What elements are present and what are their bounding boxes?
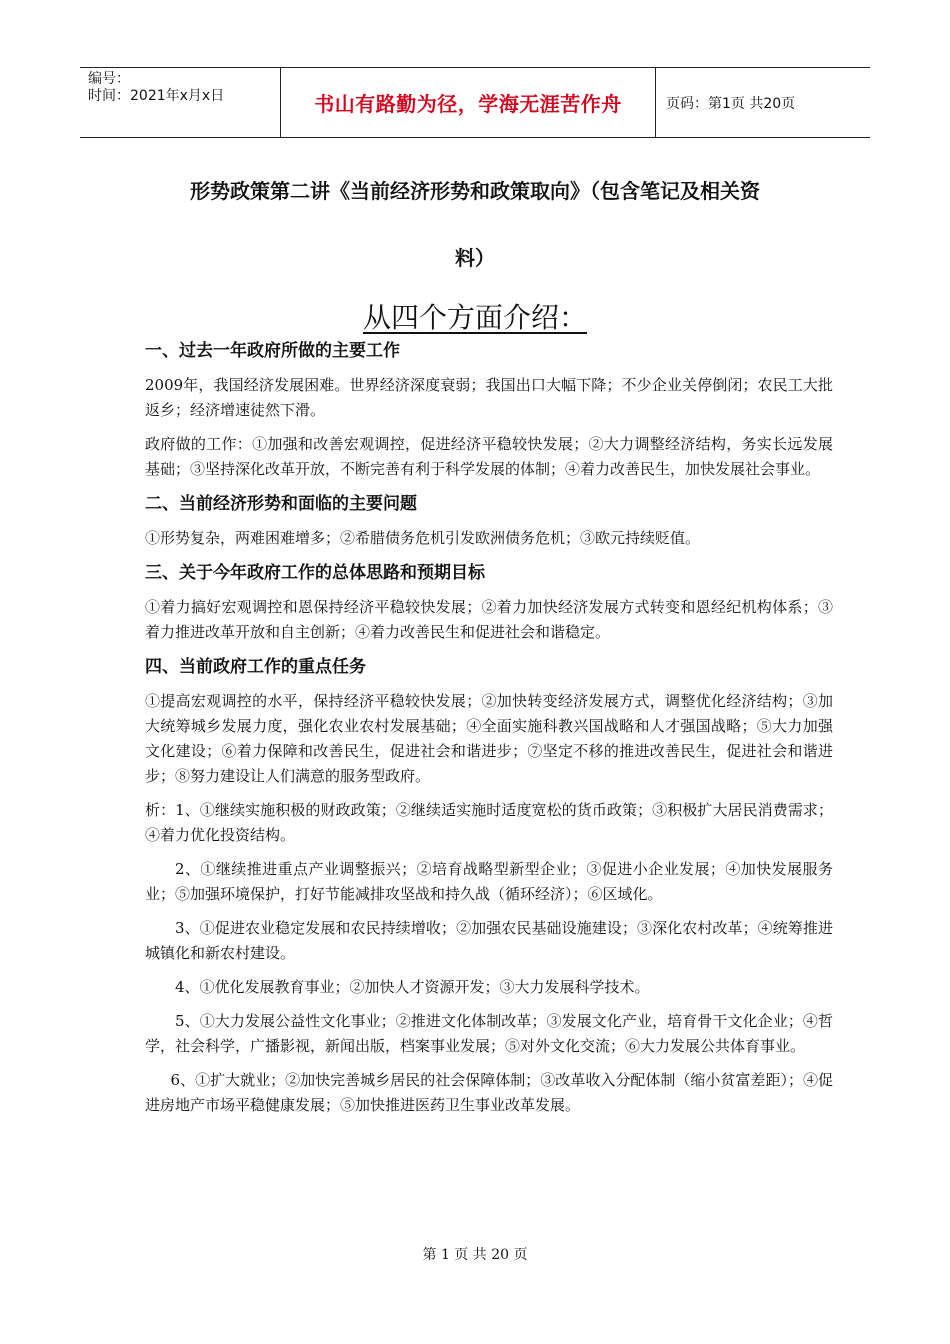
time-label: 时间：2021年x月x日 xyxy=(88,88,225,104)
motto-text: 书山有路勤为径，学海无涯苦作舟 xyxy=(314,92,622,116)
page-info: 页码：第1页 共20页 xyxy=(666,95,796,112)
document-title-line-2: 料） xyxy=(455,246,495,270)
page-footer: 第 1 页 共 20 页 xyxy=(422,1247,528,1263)
section-3-paragraph-1: ①着力搞好宏观调控和恩保持经济平稳较快发展；②着力加快经济发展方式转变和恩经纪机构体系；③着力推进改革开放和自主创新；④着力改善民生和促进社会和谐稳定。 xyxy=(145,598,833,641)
subtitle xyxy=(0,296,950,336)
section-4-analysis-1: 析：1、①继续实施积极的财政政策；②继续适实施时适度宽松的货币政策；③积极扩大居民消费需求；④着力优化投资结构。 xyxy=(145,801,833,844)
header-motto-cell xyxy=(281,68,656,137)
section-heading-4: 四、当前政府工作的重点任务 xyxy=(145,657,366,677)
section-4-analysis-2: 2、①继续推进重点产业调整振兴；②培育战略型新型企业；③促进小企业发展；④加快发展服务业；⑤加强环境保护，打好节能减排攻坚战和持久战（循环经济）；⑥区域化。 xyxy=(145,860,833,903)
number-label: 编号： xyxy=(88,71,130,87)
section-4-analysis-3: 3、①促进农业稳定发展和农民持续增收；②加强农民基础设施建设；③深化农村改革；④统筹推进城镇化和新农村建设。 xyxy=(145,919,833,962)
section-1-paragraph-2: 政府做的工作：①加强和改善宏观调控，促进经济平稳较快发展；②大力调整经济结构，务实长远发展基础；③坚持深化改革开放，不断完善有利于科学发展的体制；④着力改善民生，加快发展社会事业。 xyxy=(145,435,833,478)
section-4-analysis-6: 6、①扩大就业；②加快完善城乡居民的社会保障体制；③改革收入分配体制（缩小贫富差距）；④促进房地产市场平稳健康发展；⑤加快推进医药卫生事业改革发展。 xyxy=(145,1071,833,1114)
section-4-paragraph-1: ①提高宏观调控的水平，保持经济平稳较快发展；②加快转变经济发展方式，调整优化经济结构；③加大统筹城乡发展力度，强化农业农村发展基础；④全面实施科教兴国战略和人才强国战略；⑤大力加强文化建设；⑥着力保障和改善民生，促进社会和谐进步；⑦坚定不移的推进改善民生，促进社会和谐进步；⑧努力建设让人们满意的服务型政府。 xyxy=(145,692,833,785)
document-body xyxy=(145,338,833,1127)
header-table xyxy=(80,67,870,138)
header-meta-cell xyxy=(80,68,281,137)
section-heading-3: 三、关于今年政府工作的总体思路和预期目标 xyxy=(145,563,485,583)
section-heading-2: 二、当前经济形势和面临的主要问题 xyxy=(145,494,417,514)
section-1-paragraph-1: 2009年，我国经济发展困难。世界经济深度衰弱；我国出口大幅下降；不少企业关停倒闭；农民工大批返乡；经济增速徒然下滑。 xyxy=(145,376,833,419)
document-title-line-1: 形势政策第二讲《当前经济形势和政策取向》（包含笔记及相关资 xyxy=(190,179,760,203)
subtitle-text: 从四个方面介绍： xyxy=(362,301,587,334)
section-4-analysis-5: 5、①大力发展公益性文化事业；②推进文化体制改革；③发展文化产业，培育骨干文化企业；④哲学，社会科学，广播影视，新闻出版，档案事业发展；⑤对外文化交流；⑥大力发展公共体育事业。 xyxy=(145,1012,833,1055)
section-4-analysis-4: 4、①优化发展教育事业；②加快人才资源开发；③大力发展科学技术。 xyxy=(175,978,650,996)
section-2-paragraph-1: ①形势复杂，两难困难增多；②希腊债务危机引发欧洲债务危机；③欧元持续贬值。 xyxy=(145,529,701,547)
section-heading-1: 一、过去一年政府所做的主要工作 xyxy=(145,341,400,361)
header-page-cell xyxy=(656,68,870,137)
